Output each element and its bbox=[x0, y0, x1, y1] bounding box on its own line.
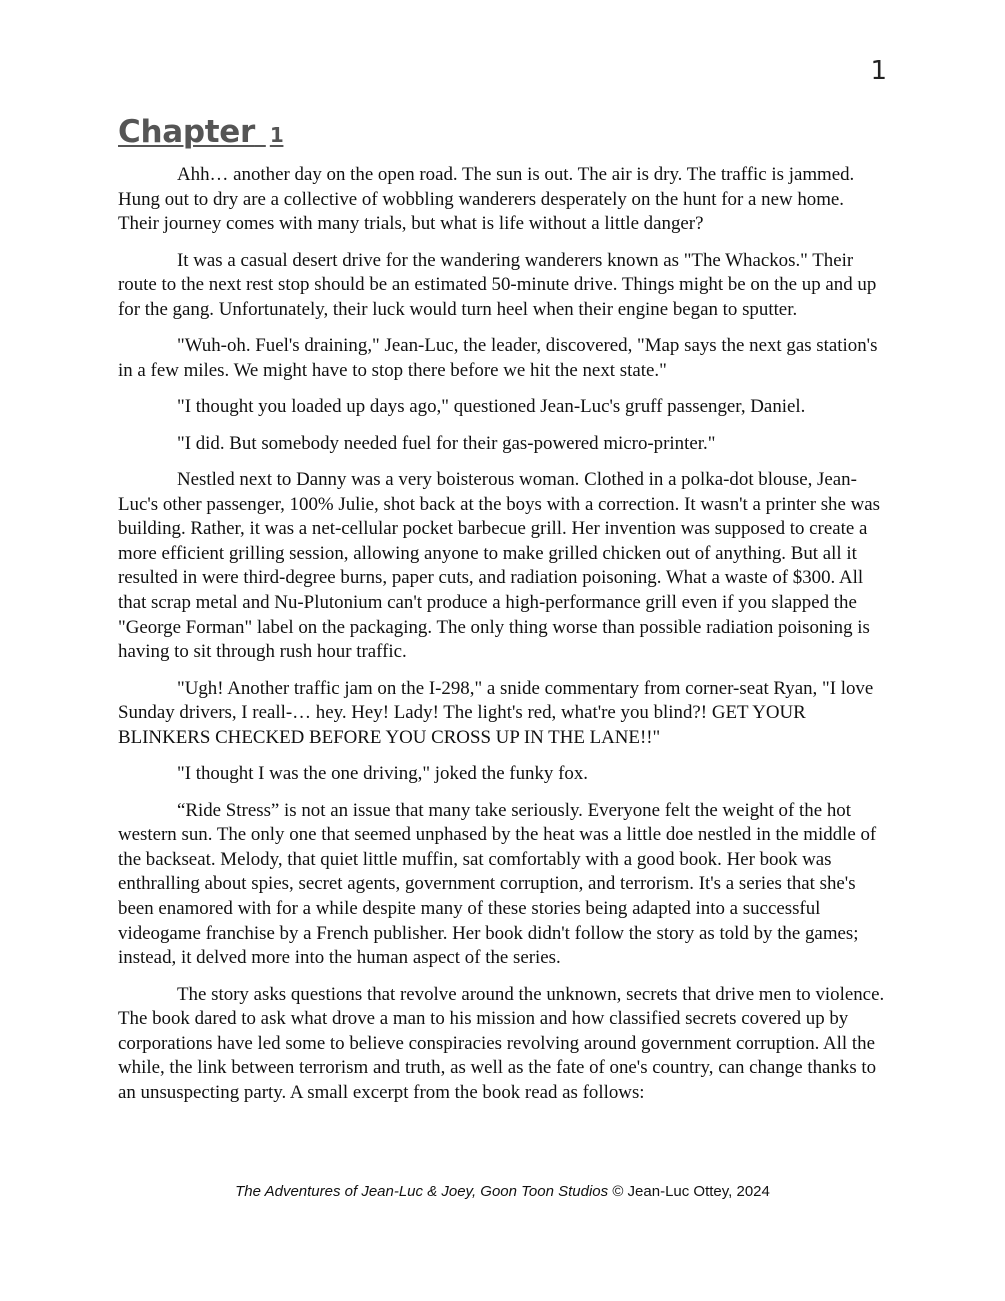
page-footer bbox=[0, 1183, 1005, 1200]
document-body bbox=[118, 112, 888, 1117]
paragraph: "I thought I was the one driving," joked the funky fox. bbox=[177, 763, 589, 785]
paragraph: “Ride Stress” is not an issue that many take seriously. Everyone felt the weight of the hot western sun. The only one that seemed unphased by the heat was a little doe nestled in the middle of the backseat. Melody, that quiet little muffin, sat comfortably with a good book. Her book was enthralling about spies, secret agents, government corruption, and terrorism. It's a series that she's been enamored with for a while despite many of these stories being adapted into a successful videogame franchise by a French publisher. Her book didn't follow the story as told by the games; instead, it delved more into the human aspect of the series. bbox=[118, 799, 877, 969]
paragraph: "Ugh! Another traffic jam on the I-298," a snide commentary from corner-seat Ryan, "I love Sunday drivers, I reall-… hey. Hey! Lady! The light's red, what're you blind?! GET YOUR BLINKERS CHECKED BEFORE YOU CROSS UP IN THE LANE!!" bbox=[118, 677, 874, 748]
footer-copyright: © Jean-Luc Ottey, 2024 bbox=[608, 1183, 770, 1200]
chapter-word: Chapter bbox=[118, 114, 255, 150]
footer-title: The Adventures of Jean-Luc & Joey, Goon Toon Studios bbox=[235, 1183, 609, 1200]
chapter-heading bbox=[118, 112, 888, 151]
page-number: 1 bbox=[870, 56, 887, 86]
paragraph: Ahh… another day on the open road. The sun is out. The air is dry. The traffic is jammed. Hung out to dry are a collective of wobbling wanderers desperately on the hunt for a new home. Their journey comes with many trials, but what is life without a little danger? bbox=[118, 164, 855, 235]
paragraph: Nestled next to Danny was a very boisterous woman. Clothed in a polka-dot blouse, Jean-Luc's other passenger, 100% Julie, shot back at the boys with a correction. It wasn't a printer she was building. Rather, it was a net-cellular pocket barbecue grill. Her invention was supposed to create a more efficient grilling session, allowing anyone to make grilled chicken out of anything. But all it resulted in were third-degree burns, paper cuts, and radiation poisoning. What a waste of $300. All that scrap metal and Nu-Plutonium can't produce a high-performance grill even if you slapped the "George Forman" label on the packaging. The only thing worse than possible radiation poisoning is having to sit through rush hour traffic. bbox=[118, 469, 880, 663]
paragraph: The story asks questions that revolve around the unknown, secrets that drive men to violence. The book dared to ask what drove a man to his mission and how classified secrets covered up by corporations have led some to believe conspiracies revolving around government corruption. All the while, the link between terrorism and truth, as well as the fate of one's country, can change thanks to an unsuspecting party. A small excerpt from the book read as follows: bbox=[118, 983, 885, 1103]
paragraph: "I did. But somebody needed fuel for their gas-powered micro-printer." bbox=[177, 432, 716, 454]
chapter-number: 1 bbox=[269, 123, 284, 147]
paragraph: It was a casual desert drive for the wandering wanderers known as "The Whackos." Their route to the next rest stop should be an estimated 50-minute drive. Things might be on the up and up for the gang. Unfortunately, their luck would turn heel when their engine began to sputter. bbox=[118, 249, 877, 320]
paragraph: "Wuh-oh. Fuel's draining," Jean-Luc, the leader, discovered, "Map says the next gas station's in a few miles. We might have to stop there before we hit the next state." bbox=[118, 335, 878, 381]
paragraph: "I thought you loaded up days ago," questioned Jean-Luc's gruff passenger, Daniel. bbox=[177, 396, 806, 418]
